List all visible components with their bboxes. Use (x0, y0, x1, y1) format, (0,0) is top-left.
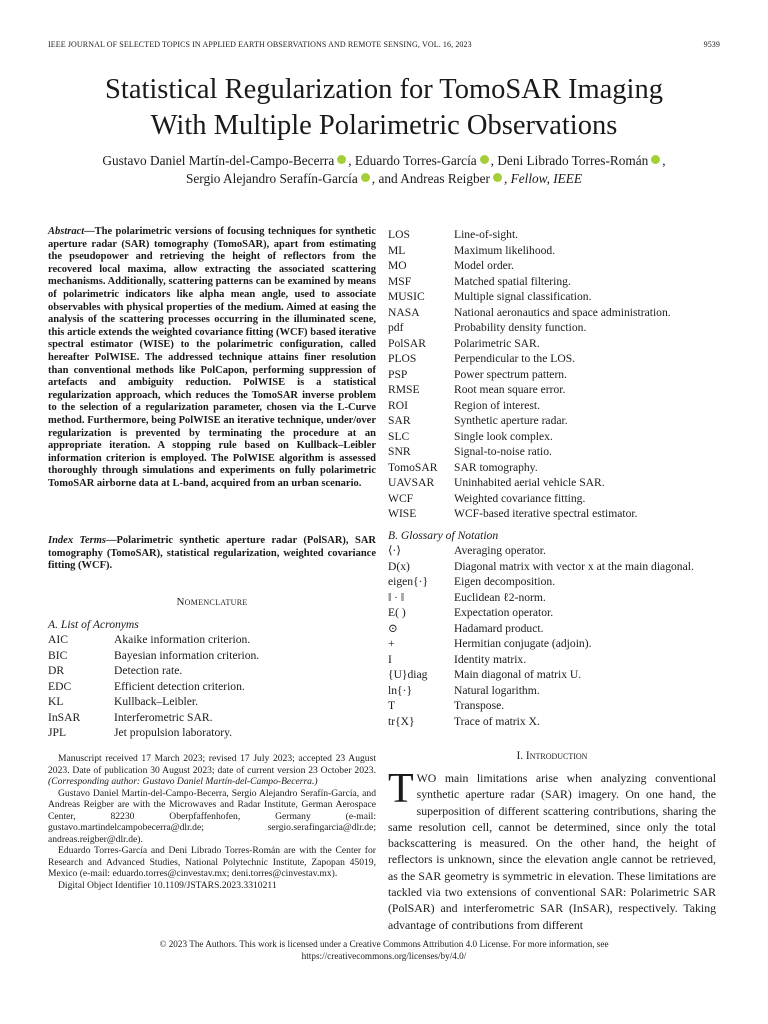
acronym-row-term: WISE (388, 507, 417, 520)
drop-cap: T (388, 766, 414, 812)
acronym-list-left (48, 617, 376, 741)
acronym-row-term: PolSAR (388, 336, 427, 350)
glossary-row-definition: Eigen decomposition. (454, 575, 556, 588)
glossary-row-term: ⊙ (388, 621, 398, 635)
glossary-row-term: E( ) (388, 606, 406, 619)
acronym-row-term: JPL (48, 726, 67, 739)
acronym-row-definition: Single look complex. (454, 429, 553, 443)
acronym-row (388, 460, 716, 476)
acronym-row-term: RMSE (388, 383, 420, 396)
orcid-icon[interactable] (651, 155, 660, 164)
acronym-row (388, 351, 716, 367)
acronym-row-definition: SAR tomography. (454, 460, 538, 474)
acronym-row-term: BIC (48, 648, 68, 662)
glossary-row (388, 652, 716, 668)
acronym-row (388, 506, 716, 522)
acronym-row (48, 694, 376, 710)
glossary-row-term: ⟨·⟩ (388, 544, 401, 557)
acronym-row (48, 632, 376, 648)
abstract (48, 226, 376, 490)
acronym-row (48, 725, 376, 741)
glossary (388, 528, 716, 729)
glossary-row-term: eigen{·} (388, 575, 429, 588)
glossary-row-definition: Hermitian conjugate (adjoin). (454, 637, 592, 650)
glossary-row (388, 667, 716, 683)
glossary-row-definition: Natural logarithm. (454, 683, 540, 697)
glossary-row-term: tr{X} (388, 714, 415, 728)
acronym-row-definition: Jet propulsion laboratory. (114, 726, 233, 739)
acronym-row (388, 382, 716, 398)
glossary-row-term: + (388, 637, 395, 650)
acronym-row (48, 710, 376, 726)
acronym-row-definition: Weighted covariance fitting. (454, 491, 586, 505)
acronyms-heading: A. List of Acronyms (48, 618, 139, 631)
acronym-row-definition: Model order. (454, 259, 514, 272)
acronym-row-definition: Multiple signal classification. (454, 290, 592, 303)
acronym-row-term: TomoSAR (388, 460, 438, 474)
acronym-row (388, 413, 716, 429)
acronym-row-term: UAVSAR (388, 476, 435, 489)
acronym-list-right (388, 227, 716, 522)
glossary-row-definition: Diagonal matrix with vector x at the main diagonal. (454, 559, 694, 573)
acronym-row (388, 429, 716, 445)
acronym-row-definition: Probability density function. (454, 321, 587, 334)
glossary-row-term: I (388, 652, 392, 666)
orcid-icon[interactable] (493, 173, 502, 182)
acronym-row-definition: Line-of-sight. (454, 228, 519, 241)
author-name: Deni Librado Torres-Román (497, 153, 649, 168)
glossary-row (388, 714, 716, 730)
acronym-row-definition: Interferometric SAR. (114, 710, 213, 724)
acronym-row (388, 491, 716, 507)
acronym-row-definition: Uninhabited aerial vehicle SAR. (454, 476, 605, 489)
glossary-row (388, 698, 716, 714)
acronym-row-term: MSF (388, 274, 412, 288)
acronym-row-definition: Root mean square error. (454, 383, 566, 396)
acronym-row-term: InSAR (48, 710, 81, 724)
running-header (48, 40, 720, 54)
author-name: Sergio Alejandro Serafín-García (185, 171, 358, 186)
acronym-row-term: SNR (388, 445, 411, 458)
orcid-icon[interactable] (480, 155, 489, 164)
glossary-row-term: T (388, 699, 396, 712)
acronym-row-definition: Kullback–Leibler. (114, 695, 199, 708)
acronym-row (388, 227, 716, 243)
acronym-row (48, 648, 376, 664)
acronym-row-term: MUSIC (388, 290, 425, 303)
acronym-row (48, 679, 376, 695)
acronym-row-term: SAR (388, 414, 411, 427)
acronym-row-term: NASA (388, 305, 420, 319)
acronym-row (388, 336, 716, 352)
acronym-row (388, 367, 716, 383)
glossary-row-definition: Averaging operator. (454, 544, 546, 557)
glossary-row (388, 590, 716, 606)
acronym-row-term: ROI (388, 398, 408, 412)
abstract-text: —The polarimetric versions of focusing techniques for synthetic aperture radar (SAR) tomography (TomoSAR), apart from estimating the pseudopower and retrieving the height of reflectors from the recovered local maxima, allow extracting the associated scattering mechanisms. Additionally, scattering patterns can be examined by means of polarimetric indicators like alpha mean angle, used to associate observables with physical properties of the medium. Aimed at easing the analysis of the scattering processes occurring in the illuminated scene, this article extends the weighted covariance fitting (WCF) based iterative spectral estimator (WISE) to the polarimetric configuration, called hereafter PolWISE. The addressed technique attains finer resolution than conventional methods like PolCapon, performing suppression of artefacts and ambiguity reduction. PolWISE is a statistical regularization approach, which reduces the TomoSAR inverse problem to the selection of a regularization parameter, chosen via the L-Curve method. Furthermore, being PolWISE an iterative technique, under/over regularization is prevented by terminating the procedure at an appropriate iteration. A stopping rule based on Kullback–Leibler information criterion is employed. The PolWISE algorithm is assessed thoroughly through simulations and experiments on fully polarimetric TomoSAR airborne data at L-band, acquired from an urban scenario. (48, 226, 376, 489)
glossary-row (388, 605, 716, 621)
paper-title: Statistical Regularization for TomoSAR Imaging With Multiple Polarimetric Observations (105, 74, 663, 141)
index-terms-label: Index Terms (48, 535, 106, 546)
glossary-row (388, 574, 716, 590)
acronym-row (388, 320, 716, 336)
journal-name: IEEE JOURNAL OF SELECTED TOPICS IN APPLIED EARTH OBSERVATIONS AND REMOTE SENSING, VOL. 16, 2023 (48, 40, 472, 49)
doi: Digital Object Identifier 10.1109/JSTARS.2023.3310211 (58, 879, 277, 891)
acronym-row-term: SLC (388, 429, 410, 443)
glossary-row-definition: Main diagonal of matrix U. (454, 668, 582, 681)
orcid-icon[interactable] (361, 173, 370, 182)
nomenclature-heading: Nomenclature (176, 596, 248, 608)
glossary-row (388, 559, 716, 575)
acronym-row (388, 289, 716, 305)
acronym-row-term: KL (48, 695, 64, 708)
acronym-row-term: ML (388, 243, 406, 257)
glossary-row (388, 636, 716, 652)
acronym-row-term: LOS (388, 228, 410, 241)
orcid-icon[interactable] (337, 155, 346, 164)
glossary-row-definition: Euclidean ℓ2-norm. (454, 590, 546, 604)
acronym-row (388, 274, 716, 290)
acronym-row-term: WCF (388, 491, 414, 505)
glossary-row-definition: Transpose. (454, 699, 505, 712)
glossary-row-definition: Identity matrix. (454, 652, 527, 666)
glossary-row-term: D(x) (388, 559, 410, 573)
acronym-row-term: MO (388, 259, 407, 272)
acronym-row-term: PSP (388, 367, 408, 381)
abstract-label: Abstract (48, 226, 85, 237)
author-list: Gustavo Daniel Martín-del-Campo-Becerra , Eduardo Torres-García , Deni Librado Torres-Román , Sergio Alejandro Serafín-García , and Andreas Reigber , Fellow, IEEE (102, 153, 666, 186)
acronym-row (388, 444, 716, 460)
acronym-row-definition: Perpendicular to the LOS. (454, 352, 576, 365)
acronym-row-definition: Efficient detection criterion. (114, 679, 245, 693)
footnote: Manuscript received 17 March 2023; revised 17 July 2023; accepted 23 August 2023. Date of publication 30 August 2023; date of current version 23 October 2023. (Corresponding author: Gustavo Daniel Martín-del-Campo-Becerra.) Gustavo Daniel Martín-del-Campo-Becerra, Sergio Alejandro Serafín-García, and Andreas Reigber are with the Microwaves and Radar Institute, German Aerospace Center, 82230 Oberpfaffenhofen, Germany (e-mail: gustavo.martindelcampobecerra@dlr.de; sergio.serafingarcia@dlr.de; andreas.reigber@dlr.de). Eduardo Torres-García and Deni Librado Torres-Román are with the Center for Research and Advanced Studies, National Polytechnic Institute, Zapopan 45019, Mexico (e-mail: eduardo.torres@cinvestav.mx; deni.torres@cinvestav.mx). Digital Object Identifier 10.1109/JSTARS.2023.3310211 (48, 753, 376, 891)
author-name: Eduardo Torres-García (354, 153, 477, 168)
author-name: Gustavo Daniel Martín-del-Campo-Becerra (102, 153, 335, 168)
glossary-row-term: ‖ · ‖ (388, 590, 405, 604)
acronym-row-definition: Detection rate. (114, 664, 183, 677)
glossary-row-definition: Hadamard product. (454, 621, 544, 635)
acronym-row-definition: Bayesian information criterion. (114, 648, 260, 662)
acronym-row-definition: WCF-based iterative spectral estimator. (454, 507, 638, 520)
glossary-row-definition: Expectation operator. (454, 606, 554, 619)
acronym-row-definition: Region of interest. (454, 398, 540, 412)
acronym-row-term: PLOS (388, 352, 417, 365)
acronym-row-definition: Matched spatial filtering. (454, 274, 571, 288)
acronym-row (48, 663, 376, 679)
acronym-row-definition: Synthetic aperture radar. (454, 414, 568, 427)
acronym-row (388, 475, 716, 491)
acronym-row-term: DR (48, 664, 65, 677)
acronym-row-definition: National aeronautics and space administration. (454, 305, 671, 319)
glossary-heading: B. Glossary of Notation (388, 529, 499, 542)
glossary-row-term: {U}diag (388, 668, 428, 681)
acronym-row-definition: Akaike information criterion. (114, 633, 251, 646)
acronym-row-definition: Signal-to-noise ratio. (454, 445, 552, 458)
glossary-row (388, 543, 716, 559)
acronym-row-definition: Polarimetric SAR. (454, 336, 540, 350)
index-terms (48, 535, 376, 573)
acronym-row (388, 398, 716, 414)
acronym-row-definition: Power spectrum pattern. (454, 367, 568, 381)
acronym-row-definition: Maximum likelihood. (454, 243, 556, 257)
glossary-row-term: ln{·} (388, 683, 413, 697)
acronym-row (388, 258, 716, 274)
acronym-row (388, 243, 716, 259)
glossary-row-definition: Trace of matrix X. (454, 714, 540, 728)
section-heading: I. Introduction (516, 750, 588, 762)
index-terms-text: —Polarimetric synthetic aperture radar (PolSAR), SAR tomography (TomoSAR), statistical regularization, weighted covariance fitting (WCF). (48, 535, 376, 572)
glossary-row (388, 621, 716, 637)
author-name: and Andreas Reigber (378, 171, 490, 186)
acronym-row-term: pdf (388, 321, 404, 334)
license-link[interactable]: https://creativecommons.org/licenses/by/4.0/ (301, 951, 467, 961)
acronym-row-term: AIC (48, 633, 68, 646)
author-grade: Fellow, IEEE (510, 171, 583, 186)
license-notice: © 2023 The Authors. This work is licensed under a Creative Commons Attribution 4.0 License. For more information, see https://creativecommons.org/licenses/by/4.0/ (60, 938, 708, 962)
page-number: 9539 (703, 40, 720, 49)
glossary-row (388, 683, 716, 699)
acronym-row (388, 305, 716, 321)
introduction-text: TWO main limitations arise when analyzing conventional synthetic aperture radar (SAR) imagery. On one hand, the superposition of different scattering contributions, sharing the same resolution cell, cannot be determined, since only the total backscattering is measured. On the other hand, the height of reflectors is unknown, since the elevation angle cannot be retrieved, as the SAR geometry is symmetric in elevation. These limitations are tackled via two extensions of conventional SAR: Polarimetric SAR (PolSAR) and interferometric SAR (InSAR), respectively. Taking advantage of contributions from different (388, 766, 716, 932)
acronym-row-term: EDC (48, 679, 72, 693)
